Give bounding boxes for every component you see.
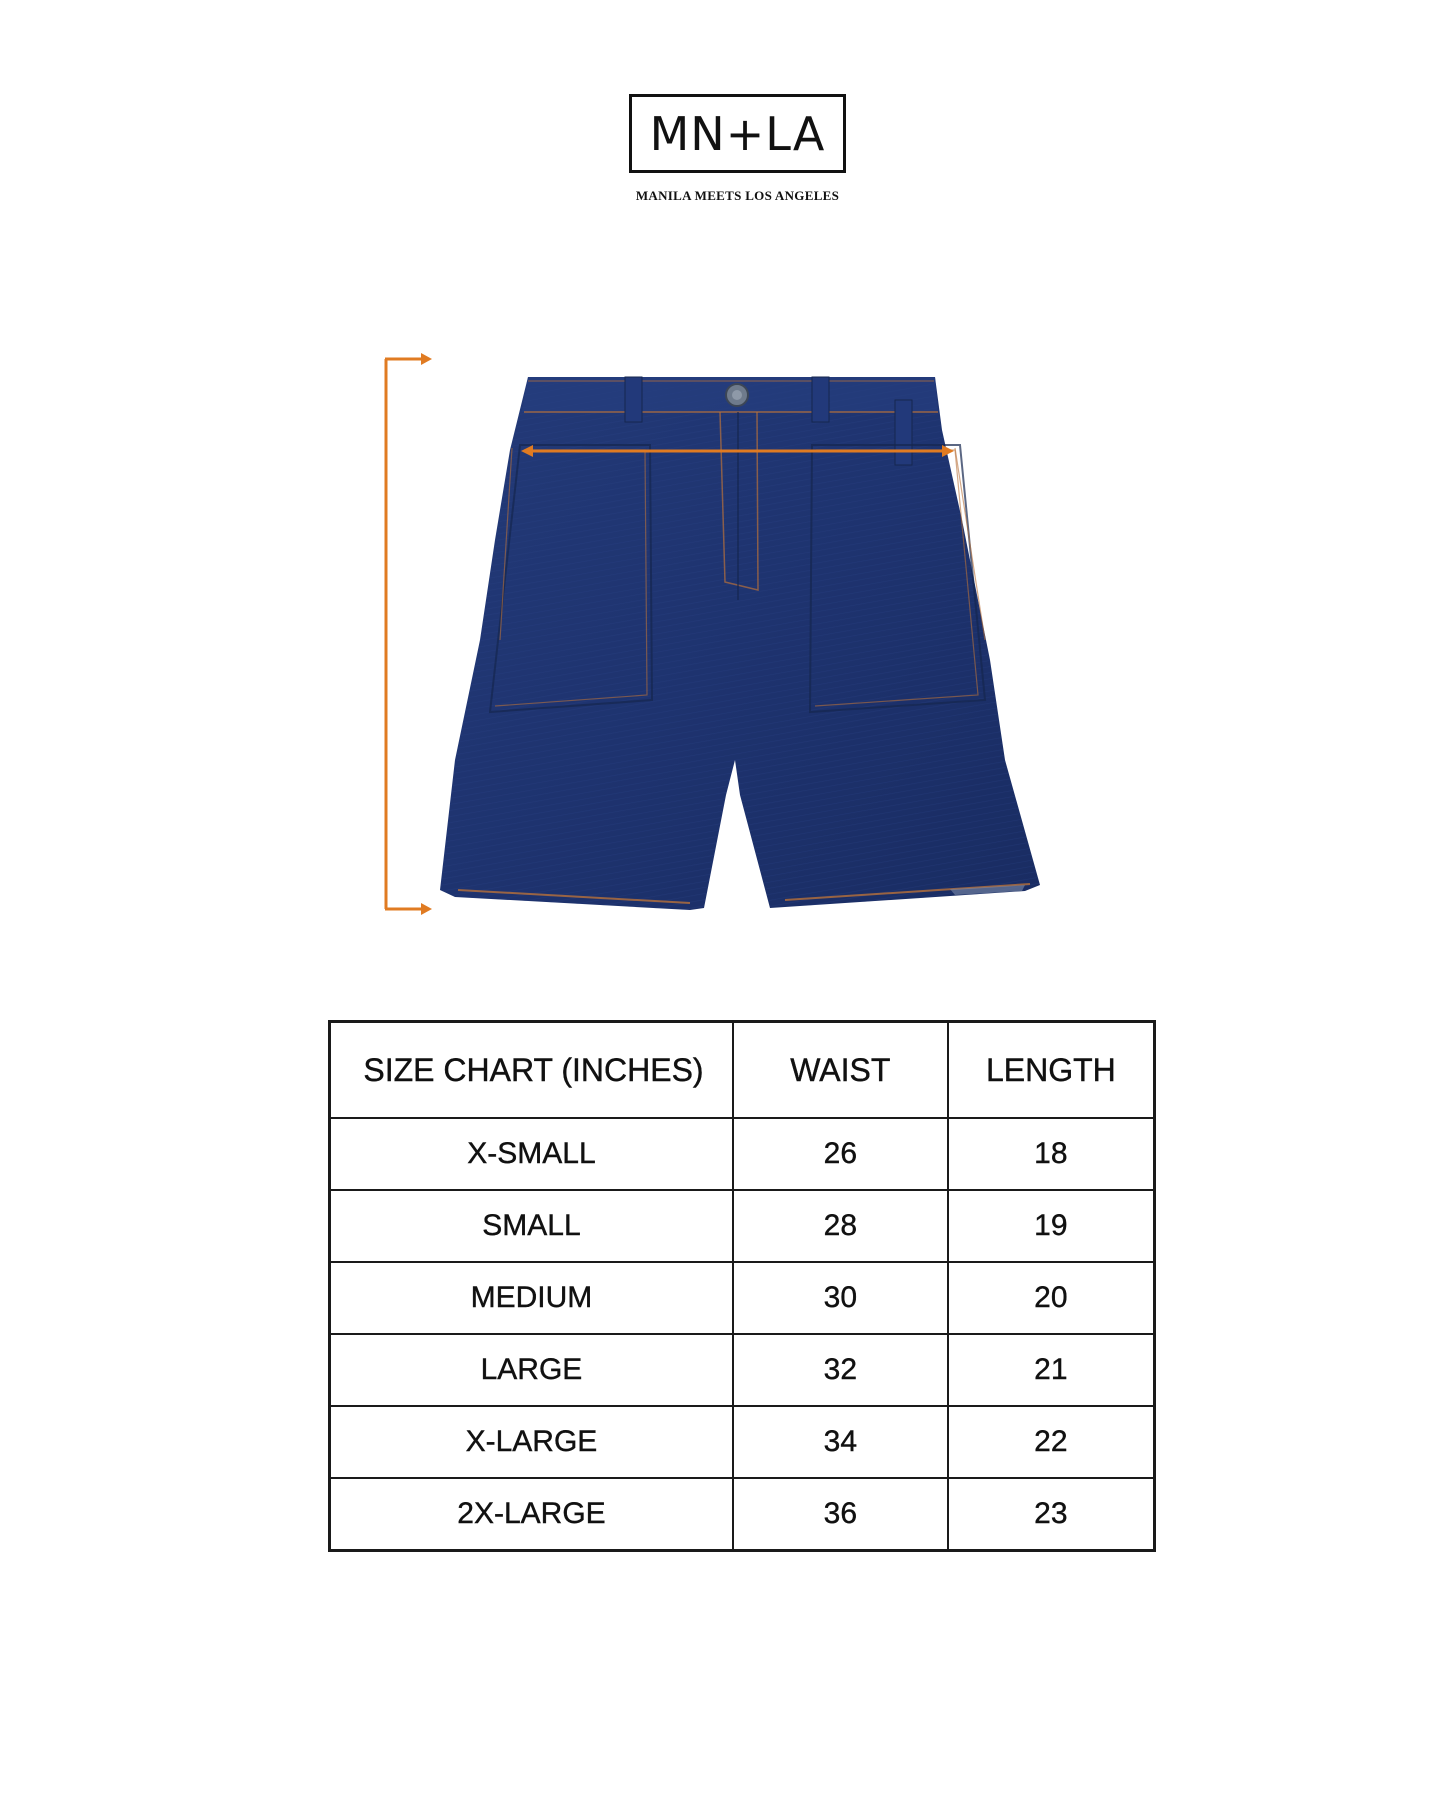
header-waist: WAIST (733, 1022, 948, 1119)
length-cell: 22 (948, 1406, 1155, 1478)
size-chart-table (328, 1020, 1156, 1552)
header-length: LENGTH (948, 1022, 1155, 1119)
brand-tagline: MANILA MEETS LOS ANGELES (635, 188, 840, 203)
waist-cell: 30 (733, 1262, 948, 1334)
size-cell: 2X-LARGE (330, 1478, 733, 1551)
waist-cell: 34 (733, 1406, 948, 1478)
length-cell: 18 (948, 1118, 1155, 1190)
size-cell: MEDIUM (330, 1262, 733, 1334)
length-cell: 19 (948, 1190, 1155, 1262)
header-size: SIZE CHART (INCHES) (330, 1022, 733, 1119)
length-cell: 20 (948, 1262, 1155, 1334)
size-cell: X-LARGE (330, 1406, 733, 1478)
size-cell: SMALL (330, 1190, 733, 1262)
waist-cell: 36 (733, 1478, 948, 1551)
logo-text: MN+LA (649, 106, 826, 161)
table-row (330, 1190, 1155, 1262)
waist-cell: 28 (733, 1190, 948, 1262)
table-row (330, 1334, 1155, 1406)
table-header-row (330, 1022, 1155, 1119)
length-cell: 23 (948, 1478, 1155, 1551)
length-cell: 21 (948, 1334, 1155, 1406)
length-measure-arrow (385, 353, 432, 915)
waist-cell: 32 (733, 1334, 948, 1406)
denim-shorts-image (440, 377, 1040, 910)
table-row (330, 1478, 1155, 1551)
table-row (330, 1406, 1155, 1478)
size-cell: LARGE (330, 1334, 733, 1406)
waist-cell: 26 (733, 1118, 948, 1190)
table-row (330, 1262, 1155, 1334)
size-cell: X-SMALL (330, 1118, 733, 1190)
table-row (330, 1118, 1155, 1190)
